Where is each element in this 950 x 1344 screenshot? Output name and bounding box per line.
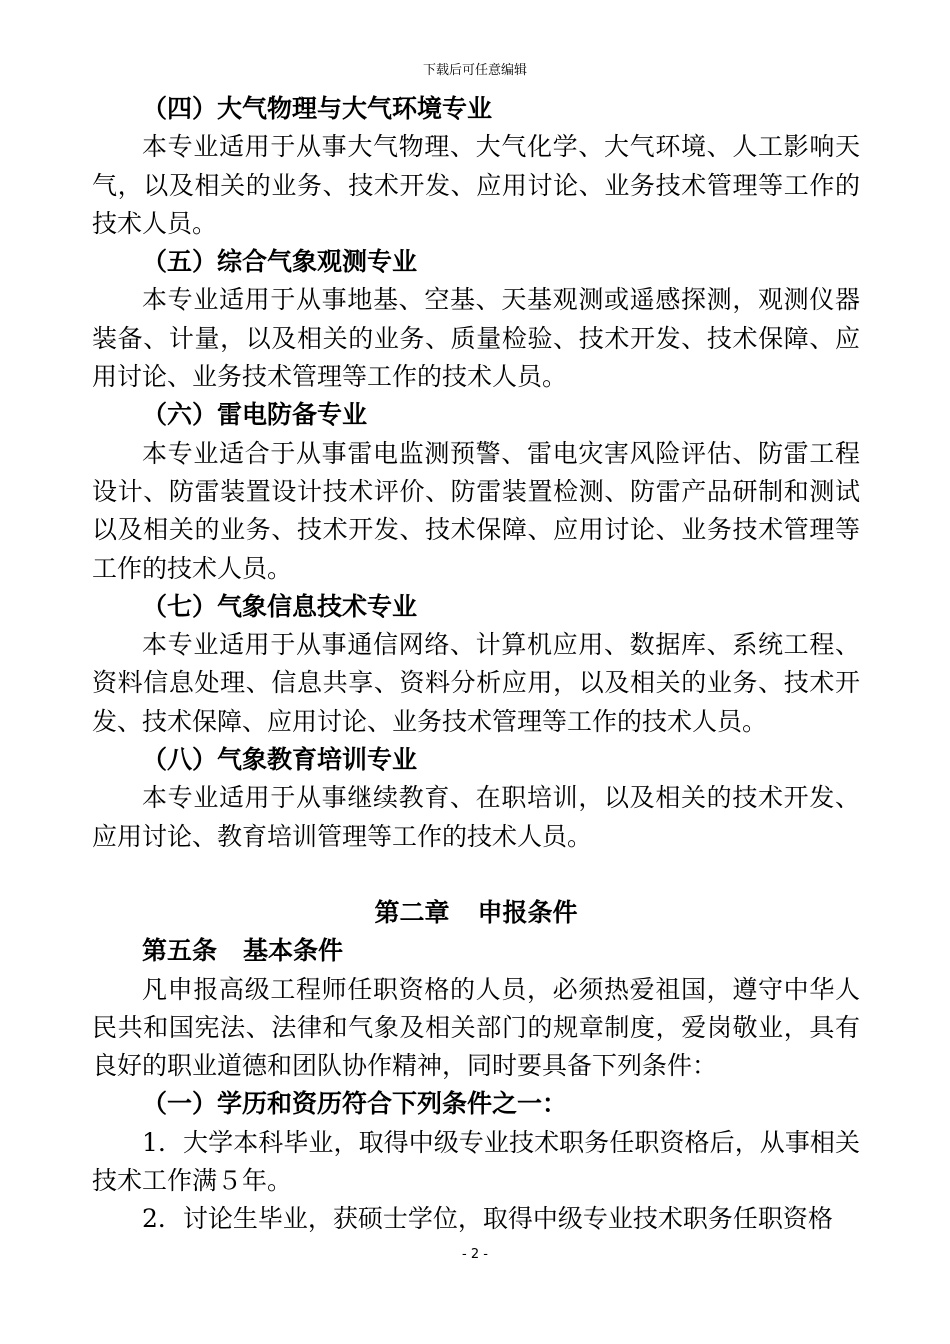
section-heading-4: （四）大气物理与大气环境专业 [142,94,493,123]
section-body-8: 本专业适用于从事继续教育、在职培训，以及相关的技术开发、应用讨论、教育培训管理等工作的技术人员。 [92,783,860,851]
section-heading-6: （六）雷电防备专业 [142,400,368,430]
chapter-title [92,894,860,932]
document-body [92,90,860,1239]
section-heading-5: （五）综合气象观测专业 [142,247,418,277]
page-number: - 2 - [462,1247,488,1262]
list-item: 2．讨论生毕业，获硕士学位，取得中级专业技术职务任职资格 [142,1204,833,1234]
section-heading-8: （八）气象教育培训专业 [142,745,418,775]
article-number: 第五条 [142,936,218,966]
section-body-7: 本专业适用于从事通信网络、计算机应用、数据库、系统工程、资料信息处理、信息共享、资料分析应用，以及相关的业务、技术开发、技术保障、应用讨论、业务技术管理等工作的技术人员。 [92,630,860,736]
section-body-5: 本专业适用于从事地基、空基、天基观测或遥感探测，观测仪器装备、计量，以及相关的业务、质量检验、技术开发、技术保障、应用讨论、业务技术管理等工作的技术人员。 [92,285,860,392]
chapter-name: 申报条件 [477,897,578,927]
chapter-number: 第二章 [374,897,450,927]
article-body: 凡申报高级工程师任职资格的人员，必须热爱祖国，遵守中华人民共和国宪法、法律和气象及相关部门的规章制度，爱岗敬业，具有良好的职业道德和团队协作精神，同时要具备下列条件： [92,974,860,1081]
section-body-4: 本专业适用于从事大气物理、大气化学、大气环境、人工影响天气，以及相关的业务、技术开发、应用讨论、业务技术管理等工作的技术人员。 [92,132,860,238]
page-header: 下载后可任意编辑 [422,63,527,78]
article-heading [92,932,860,970]
article-name: 基本条件 [243,936,344,966]
section-heading-7: （七）气象信息技术专业 [142,591,418,621]
section-body-6: 本专业适合于从事雷电监测预警、雷电灾害风险评估、防雷工程设计、防雷装置设计技术评价、防雷装置检测、防雷产品研制和测试以及相关的业务、技术开发、技术保障、应用讨论、业务技术管理等工作的技术人员。 [92,438,860,583]
list-item: 1．大学本科毕业，取得中级专业技术职务任职资格后，从事相关技术工作满５年。 [92,1127,860,1196]
sub-heading: （一）学历和资历符合下列条件之一： [142,1089,568,1119]
